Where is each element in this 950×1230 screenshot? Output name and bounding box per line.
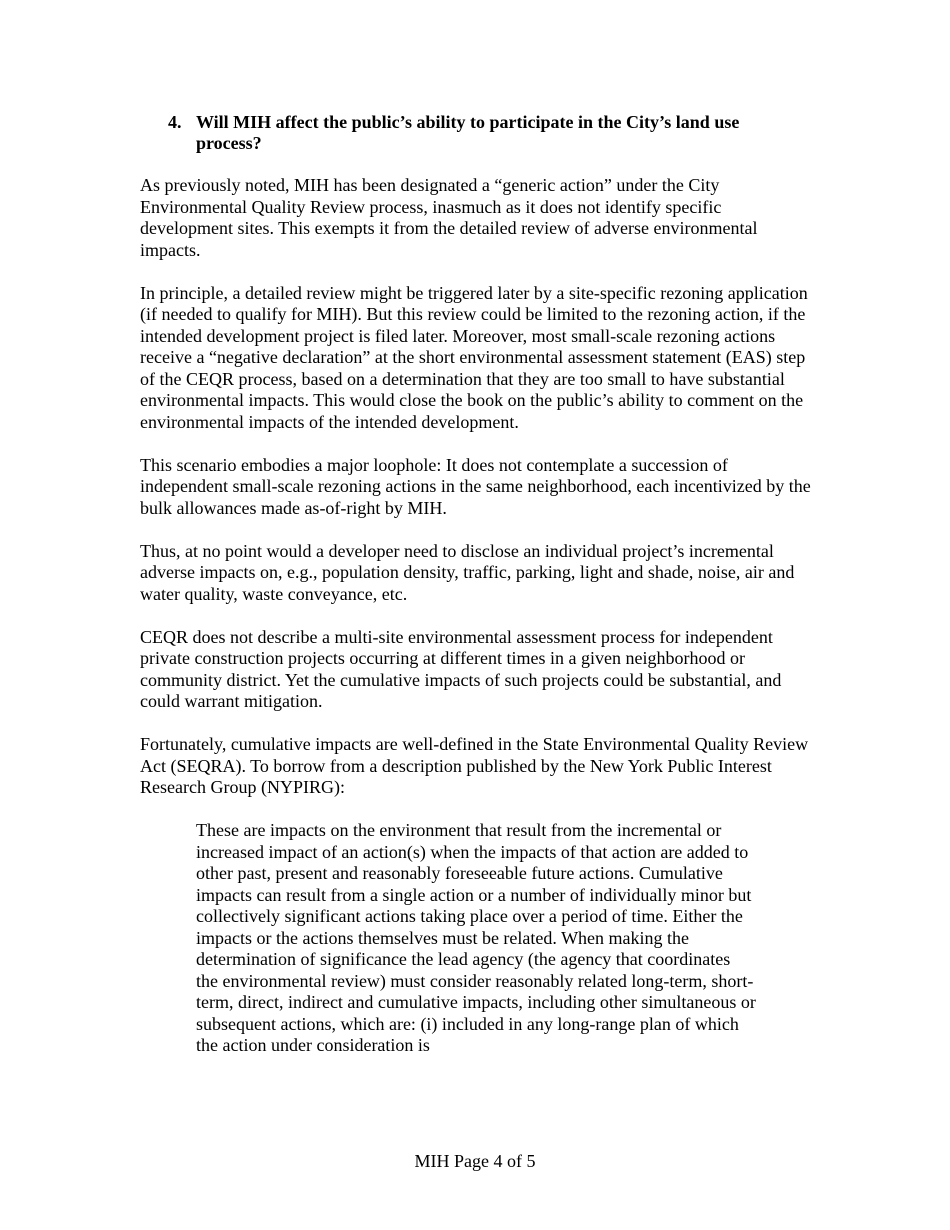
section-heading xyxy=(168,112,808,154)
paragraph-ceqr-multi-site: CEQR does not describe a multi-site environmental assessment process for independent private construction projects occurring at different times in a given neighborhood or community district. Yet the cumulative impacts of such projects could be substantial, and could warrant mitigation. xyxy=(140,626,782,711)
page-footer: MIH Page 4 of 5 xyxy=(414,1151,536,1171)
paragraph-loophole: This scenario embodies a major loophole: It does not contemplate a succession of independent small-scale rezoning actions in the same neighborhood, each incentivized by the bulk allowances made as-of-right by MIH. xyxy=(140,454,811,518)
section-number: 4. xyxy=(168,112,182,132)
paragraph-incremental-impacts: Thus, at no point would a developer need to disclose an individual project’s incremental adverse impacts on, e.g., population density, traffic, parking, light and shade, noise, air and water quality, waste conveyance, etc. xyxy=(140,540,795,604)
section-title: Will MIH affect the public’s ability to participate in the City’s land use process? xyxy=(196,112,740,153)
paragraph-generic-action: As previously noted, MIH has been designated a “generic action” under the City Environmental Quality Review process, inasmuch as it does not identify specific development sites. This exempts it from the detailed review of adverse environmental impacts. xyxy=(140,175,758,260)
document-body xyxy=(140,175,812,1057)
paragraph-seqra: Fortunately, cumulative impacts are well-defined in the State Environmental Quality Review Act (SEQRA). To borrow from a description published by the New York Public Interest Research Group (NYPIRG): xyxy=(140,734,809,797)
block-quote: These are impacts on the environment that result from the incremental or increased impact of an action(s) when the impacts of that action are added to other past, present and reasonably foreseeable future actions. Cumulative impacts can result from a single action or a number of individually minor but collectively significant actions taking place over a period of time. Either the impacts or the actions themselves must be related. When making the determination of significance the lead agency (the agency that coordinates the environmental review) must consider reasonably related long-term, short-term, direct, indirect and cumulative impacts, including other simultaneous or subsequent actions, which are: (i) included in any long-range plan of which the action under consideration is xyxy=(196,820,756,1055)
paragraph-site-specific-review: In principle, a detailed review might be triggered later by a site-specific rezoning application (if needed to qualify for MIH). But this review could be limited to the rezoning action, if the intended development project is filed later. Moreover, most small-scale rezoning actions receive a “negative declaration” at the short environmental assessment statement (EAS) step of the CEQR process, based on a determination that they are too small to have substantial environmental impacts. This would close the book on the public’s ability to comment on the environmental impacts of the intended development. xyxy=(140,282,808,432)
